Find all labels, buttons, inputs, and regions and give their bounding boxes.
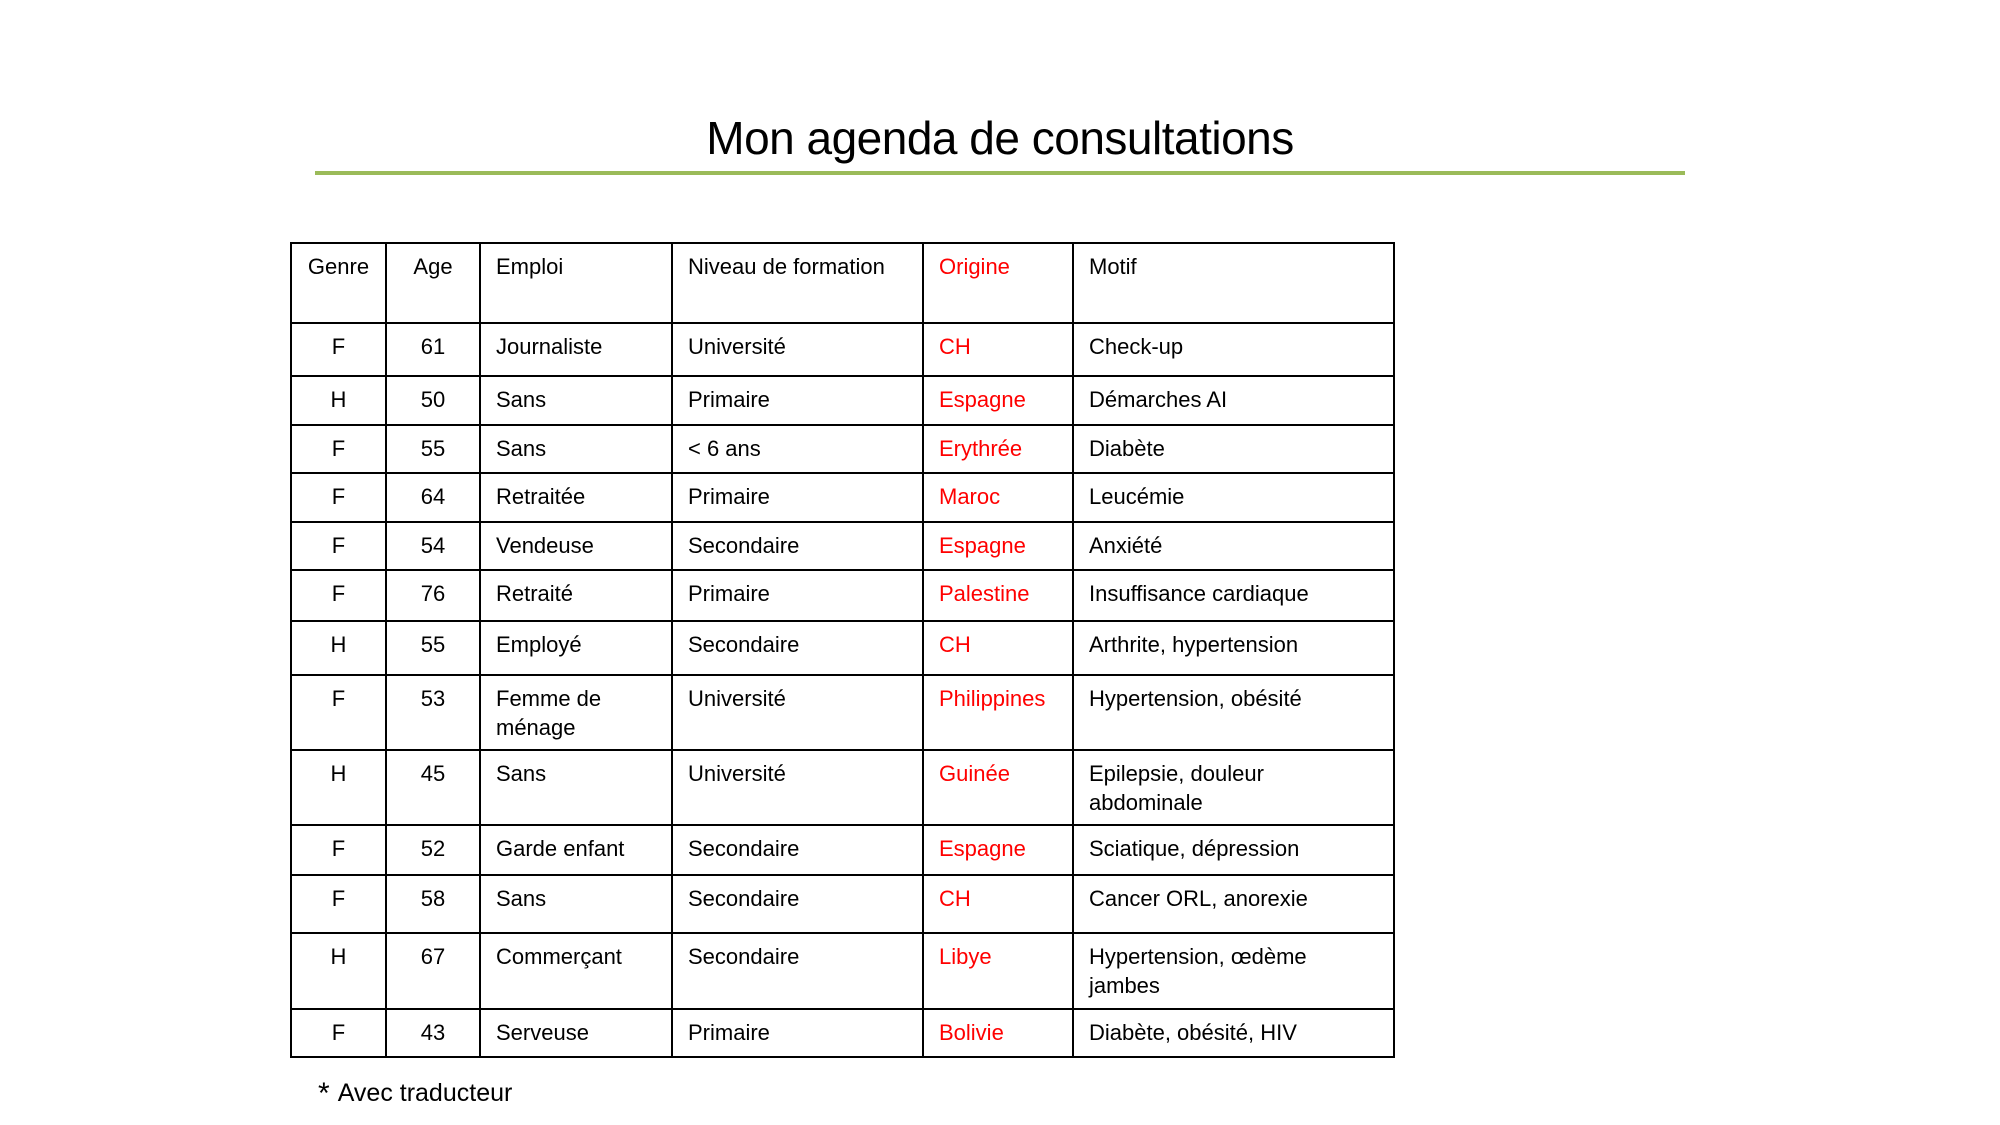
cell-age: 67 [386, 933, 480, 1009]
cell-formation: Secondaire [672, 621, 923, 675]
cell-origine: Espagne [923, 376, 1073, 425]
cell-formation: Secondaire [672, 825, 923, 875]
cell-origine: Bolivie [923, 1009, 1073, 1057]
cell-genre: H [291, 376, 386, 425]
cell-genre: F [291, 570, 386, 621]
cell-origine: Philippines [923, 675, 1073, 750]
cell-motif: Anxiété [1073, 522, 1394, 570]
cell-genre: H [291, 750, 386, 825]
cell-emploi: Femme de ménage [480, 675, 672, 750]
cell-emploi: Sans [480, 750, 672, 825]
cell-emploi: Garde enfant [480, 825, 672, 875]
cell-motif: Démarches AI [1073, 376, 1394, 425]
cell-age: 76 [386, 570, 480, 621]
table-header-row [291, 243, 1394, 323]
cell-formation: Université [672, 750, 923, 825]
cell-motif: Leucémie [1073, 473, 1394, 522]
cell-formation: Primaire [672, 1009, 923, 1057]
footnote-text: Avec traducteur [337, 1079, 513, 1107]
footnote [318, 1078, 512, 1109]
cell-origine: CH [923, 323, 1073, 376]
cell-age: 58 [386, 875, 480, 933]
table-row [291, 425, 1394, 473]
cell-emploi: Commerçant [480, 933, 672, 1009]
cell-formation: Primaire [672, 570, 923, 621]
header-motif: Motif [1073, 243, 1394, 323]
cell-genre: F [291, 825, 386, 875]
cell-emploi: Vendeuse [480, 522, 672, 570]
cell-motif: Check-up [1073, 323, 1394, 376]
cell-motif: Hypertension, œdème jambes [1073, 933, 1394, 1009]
cell-origine: Maroc [923, 473, 1073, 522]
cell-genre: F [291, 473, 386, 522]
header-genre: Genre [291, 243, 386, 323]
cell-formation: Primaire [672, 376, 923, 425]
cell-motif: Cancer ORL, anorexie [1073, 875, 1394, 933]
cell-origine: CH [923, 875, 1073, 933]
cell-age: 54 [386, 522, 480, 570]
cell-age: 55 [386, 621, 480, 675]
table-row [291, 875, 1394, 933]
table-row [291, 675, 1394, 750]
cell-genre: F [291, 875, 386, 933]
cell-genre: F [291, 522, 386, 570]
consultations-table [290, 242, 1395, 1058]
table-row [291, 1009, 1394, 1057]
cell-age: 53 [386, 675, 480, 750]
header-age: Age [386, 243, 480, 323]
cell-emploi: Sans [480, 875, 672, 933]
table-row [291, 570, 1394, 621]
table-row [291, 323, 1394, 376]
cell-motif: Diabète [1073, 425, 1394, 473]
cell-age: 50 [386, 376, 480, 425]
table-row [291, 825, 1394, 875]
cell-age: 45 [386, 750, 480, 825]
cell-motif: Sciatique, dépression [1073, 825, 1394, 875]
cell-genre: H [291, 933, 386, 1009]
cell-genre: F [291, 425, 386, 473]
cell-age: 52 [386, 825, 480, 875]
cell-formation: Université [672, 675, 923, 750]
cell-origine: Palestine [923, 570, 1073, 621]
cell-origine: Espagne [923, 825, 1073, 875]
table-row [291, 473, 1394, 522]
cell-motif: Arthrite, hypertension [1073, 621, 1394, 675]
cell-emploi: Sans [480, 376, 672, 425]
cell-motif: Hypertension, obésité [1073, 675, 1394, 750]
table-row [291, 522, 1394, 570]
cell-genre: F [291, 675, 386, 750]
cell-emploi: Serveuse [480, 1009, 672, 1057]
table-row [291, 750, 1394, 825]
table-row [291, 621, 1394, 675]
cell-formation: < 6 ans [672, 425, 923, 473]
cell-formation: Secondaire [672, 875, 923, 933]
table-row [291, 933, 1394, 1009]
asterisk-marker: * [318, 1077, 330, 1110]
header-origine: Origine [923, 243, 1073, 323]
cell-formation: Secondaire [672, 933, 923, 1009]
cell-emploi: Retraité [480, 570, 672, 621]
cell-genre: F [291, 1009, 386, 1057]
cell-emploi: Employé [480, 621, 672, 675]
cell-age: 43 [386, 1009, 480, 1057]
cell-age: 61 [386, 323, 480, 376]
header-emploi: Emploi [480, 243, 672, 323]
cell-motif: Insuffisance cardiaque [1073, 570, 1394, 621]
table-row [291, 376, 1394, 425]
header-formation: Niveau de formation [672, 243, 923, 323]
cell-origine: Guinée [923, 750, 1073, 825]
cell-emploi: Journaliste [480, 323, 672, 376]
cell-genre: F [291, 323, 386, 376]
cell-formation: Université [672, 323, 923, 376]
cell-motif: Epilepsie, douleur abdominale [1073, 750, 1394, 825]
cell-emploi: Sans [480, 425, 672, 473]
cell-origine: Erythrée [923, 425, 1073, 473]
title-underline [315, 171, 1685, 175]
cell-emploi: Retraitée [480, 473, 672, 522]
cell-age: 55 [386, 425, 480, 473]
slide-title: Mon agenda de consultations [706, 112, 1294, 164]
cell-genre: H [291, 621, 386, 675]
cell-origine: CH [923, 621, 1073, 675]
cell-origine: Libye [923, 933, 1073, 1009]
cell-formation: Primaire [672, 473, 923, 522]
cell-age: 64 [386, 473, 480, 522]
cell-formation: Secondaire [672, 522, 923, 570]
cell-origine: Espagne [923, 522, 1073, 570]
cell-motif: Diabète, obésité, HIV [1073, 1009, 1394, 1057]
